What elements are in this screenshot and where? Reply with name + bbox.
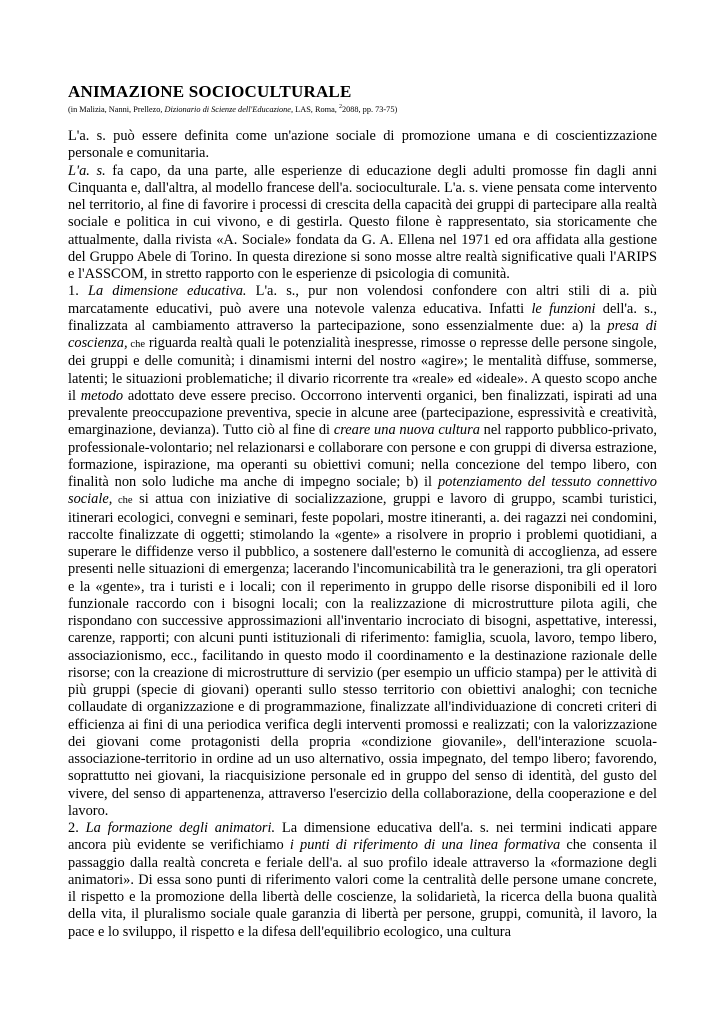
italic-text: le funzioni: [531, 300, 596, 317]
text-run: dell'a. s., finalizzata al cambiamento attraverso la partecipazione, sono essenzialmente due: a) la: [68, 300, 657, 334]
paragraph: [68, 283, 657, 820]
small-text: che: [127, 339, 145, 350]
paragraph: [68, 163, 657, 284]
citation-year-pages: 2088, pp. 73-75): [341, 104, 398, 114]
text-run: 2.: [68, 820, 86, 836]
document-title: ANIMAZIONE SOCIOCULTURALE: [68, 82, 352, 101]
text-run: fa capo, da una parte, alle esperienze di educazione degli adulti promosse fin dagli anni Cinquanta e, dall'altra, al modello francese dell'a. socioculturale. L'a. s. viene pensata come intervento nel territorio, al fine di favorire i processi di crescita della capacità dei gruppi di partecipare alla realtà sociale e politica in cui vivono, e di gestirla. Questo filone è rappresentato, sia storicamente che attualmente, dalla rivista «A. Sociale» fondata da G. A. Ellena nel 1971 ed ora affidata alla gestione del Gruppo Abele di Torino. In questa direzione si sono mosse altre realtà significative quali l'ARIPS e l'ASSCOM, in stretto rapporto con le esperienze di psicologia di comunità.: [68, 162, 658, 282]
italic-text: metodo: [80, 387, 124, 404]
text-run: che consenta il passaggio dalla realtà concreta e feriale dell'a. al suo profilo ideale attraverso la «formazione degli animatori». Di essa sono punti di riferimento valori come la centralità delle persone umane concrete, il rispetto e la promozione della libertà delle coscienze, la solidarietà, la ricerca della buona qualità della vita, il pluralismo sociale quale garanzia di libertà per persone, gruppi, comunità, il lavoro, la pace e lo sviluppo, il rispetto e la difesa dell'equilibrio ecologico, una cultura: [68, 837, 657, 940]
source-citation: [68, 104, 397, 114]
italic-text: potenziamento del tessuto connettivo sociale,: [68, 474, 657, 508]
small-text: che: [112, 495, 133, 507]
text-run: 1.: [68, 283, 88, 300]
italic-text: i punti di riferimento di una linea formativa: [289, 837, 561, 854]
text-run: La dimensione educativa dell'a. s. nei termini indicati appare ancora più evidente se verifichiamo: [68, 820, 658, 854]
text-run: riguarda realtà quali le potenzialità inespresse, rimosse o represse delle persone singole, dei gruppi e delle comunità; i dinamismi interni del nostro «agire»; le mentalità diffuse, sommerse, latenti; le situazioni problematiche; il divario ricorrente tra «reale» ed «ideale». A questo scopo anche il: [68, 335, 657, 404]
italic-text: L'a. s.: [68, 162, 106, 179]
document-body: [68, 128, 657, 941]
italic-text: creare una nuova cultura: [333, 422, 480, 439]
text-run: L'a. s., pur non volendosi confondere con altri stili di a. più marcatamente educativi, può avere una notevole valenza educativa. Infatti: [68, 283, 658, 317]
italic-text: La dimensione educativa.: [87, 283, 247, 300]
text-run: nel rapporto pubblico-privato, professionale-volontario; nel relazionarsi e collaborare con persone e con gruppi di diversa estrazione, formazione, ispirazione, ma operanti su obiettivi comuni; nella concezione del tempo libero, con finalità non solo ludiche ma anche di impegno sociale; b) il: [68, 422, 658, 490]
paragraph: [68, 820, 657, 941]
italic-text: presa di coscienza,: [68, 317, 657, 351]
citation-authors: (in Malizia, Nanni, Prellezo,: [68, 104, 165, 114]
italic-text: La formazione degli animatori.: [85, 820, 276, 836]
citation-publisher: LAS, Roma,: [293, 104, 339, 114]
text-run: adottato deve essere preciso. Occorrono interventi organici, ben finalizzati, ispirati ad una prevalente preoccupazione preventiva, specie in alcune aree (partecipazione, espressività e creatività, emarginazione, devianza). Tutto ciò al fine di: [68, 387, 657, 439]
citation-work-title: Dizionario di Scienze dell'Educazione,: [164, 104, 294, 114]
citation-edition: 2: [338, 104, 342, 110]
text-run: L'a. s. può essere definita come un'azione sociale di promozione umana e di coscientizzazione personale e comunitaria.: [68, 128, 657, 162]
paragraph: [68, 128, 657, 163]
text-run: si attua con iniziative di socializzazione, gruppi e lavoro di gruppo, scambi turistici, itinerari ecologici, convegni e seminari, feste popolari, mostre itineranti, a. dei ragazzi nei condomini, raccolte finalizzate di oggetti; stimolando la «gente» a risolvere in proprio i problemi quotidiani, a superare le diffidenze verso il pubblico, a sostenere dall'esterno le comunità di accoglienza, ad essere presenti nelle situazioni di emergenza; lacerando l'incomunicabilità tra le generazioni, tra gli operatori e la «gente», tra i turisti e i locali; con il reperimento in gruppo delle risorse disponibili ed il loro funzionale raccordo con i bisogni locali; con la realizzazione di microstrutture pilota agili, che rispondano con successive approssimazioni all'inventario incrociato di bisogni, aspettative, interessi, carenze, rapporti; con alcuni punti istituzionali di riferimento: famiglia, scuola, lavoro, tempo libero, associazionismo, ecc., facilitando in questo modo il coordinamento e la destinazione razionale delle risorse; con la creazione di microstrutture di servizio (per esempio un ufficio stampa) per le attività di più gruppi (specie di giovani) operanti sullo stesso territorio con obiettivi analoghi; con tecniche collaudate di organizzazione e di programmazione, finalizzate all'individuazione di concreti criteri di efficienza ai fini di una periodica verifica degli interventi promossi e realizzati; con la valorizzazione dei giovani come protagonisti della propria «condizione giovanile», dell'interazione scuola-associazione-territorio in ordine ad un uso alternativo, ossia impegnato, del tempo libero; favorendo, soprattutto nei giovani, la riacquisizione personale ed in gruppo del senso di identità, del gusto del vivere, del senso di appartenenza, attraverso l'esercizio della collaborazione, della cooperazione e del lavoro.: [68, 491, 657, 819]
